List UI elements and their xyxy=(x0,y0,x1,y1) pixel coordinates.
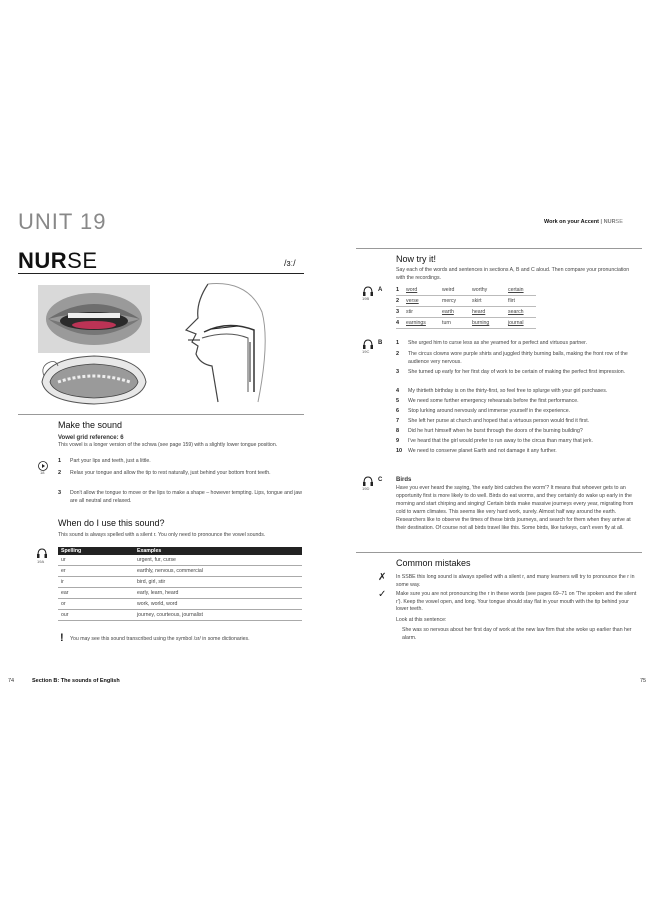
table-header-row xyxy=(58,547,302,555)
cross-icon: ✗ xyxy=(378,572,387,583)
birds-title: Birds xyxy=(396,477,412,483)
sentence-item xyxy=(396,408,640,418)
sentence-item xyxy=(396,418,640,428)
section-b-label: B xyxy=(378,340,383,346)
row-number: 3 xyxy=(396,309,400,315)
examples-column-header: Examples xyxy=(134,547,302,555)
table-row xyxy=(58,566,302,577)
birds-passage: Have you ever heard the saying, 'the early bird catches the worm'? It means that whoever gets to an opportunity first is more likely to do well. Birds do eat worms, and they certainly do wake up early in the morning and start chirping and singing! Certain birds make massive journeys every year, migrating from cold to warm climates. This seems like very hard work, surely. Almost half way around the earth. Researchers like to observe the times of these birds journeys, and search for them when they arrive at their destination. Of course not all birds travel like this. Some birds, like turkeys, can't even fly at all. xyxy=(396,485,634,532)
word-cell: mercy xyxy=(442,298,457,304)
make-sound-intro: This vowel is a longer version of the schwa (see page 159) with a slightly lower tongue position. xyxy=(58,442,278,448)
spelling-table xyxy=(58,547,302,621)
examples-cell: journey, courteous, journalist xyxy=(134,610,302,621)
word-cell: certain xyxy=(508,287,524,293)
left-section-title: Section B: The sounds of English xyxy=(32,678,120,684)
track-number: 19B xyxy=(362,296,370,301)
row-number: 10 xyxy=(396,448,403,454)
title-rule xyxy=(18,273,304,274)
sentence-item xyxy=(396,388,640,398)
section-b-list xyxy=(396,340,640,458)
running-head: Work on your Accent | NURSE xyxy=(544,219,623,225)
sentence-item xyxy=(396,369,640,388)
spelling-cell: our xyxy=(58,610,134,621)
page-title xyxy=(18,248,98,274)
row-number: 7 xyxy=(396,418,400,424)
word-cell: weird xyxy=(442,287,455,293)
phoneme-symbol: /ɜː/ xyxy=(284,258,296,268)
now-try-intro: Say each of the words and sentences in sections A, B and C aloud. Then compare your pronunciation with the recordings. xyxy=(396,267,630,281)
make-sound-heading: Make the sound xyxy=(58,420,123,430)
section-c-label: C xyxy=(378,477,383,483)
sentence-item xyxy=(396,438,640,448)
word-cell: stir xyxy=(406,309,413,315)
section-rule xyxy=(356,248,642,249)
now-try-heading: Now try it! xyxy=(396,254,437,264)
sentence-text: We need to conserve planet Earth and not damage it any further. xyxy=(408,448,557,454)
row-divider xyxy=(396,306,536,307)
title-bold: NUR xyxy=(18,248,68,273)
left-page-number: 74 xyxy=(8,678,15,684)
sentence-text: I've heard that the girl would prefer to run away to the circus than marry that jerk. xyxy=(408,438,593,444)
sentence-item xyxy=(396,448,640,458)
step-number: 1 xyxy=(58,458,62,464)
row-number: 5 xyxy=(396,398,400,404)
look-at-label: Look at this sentence: xyxy=(396,617,447,623)
word-cell: earth xyxy=(442,309,454,315)
row-number: 3 xyxy=(396,369,400,375)
table-row xyxy=(58,577,302,588)
spelling-cell: ir xyxy=(58,577,134,588)
row-divider xyxy=(396,328,536,329)
section-rule xyxy=(18,414,304,415)
sentence-text: Stop lurking around nervously and immerse yourself in the experience. xyxy=(408,408,571,414)
word-cell: earnings xyxy=(406,320,426,326)
row-number: 4 xyxy=(396,320,400,326)
row-divider xyxy=(396,317,536,318)
table-row xyxy=(58,588,302,599)
row-number: 9 xyxy=(396,438,400,444)
step-text: Don't allow the tongue to move or the lips to make a shape – however tempting. Lips, tongue and jaw are all neutral and relaxed. xyxy=(70,490,302,504)
section-rule xyxy=(356,552,642,553)
when-use-intro: This sound is always spelled with a silent r. You only need to pronounce the vowel sounds. xyxy=(58,532,266,538)
running-head-bold: NUR xyxy=(603,219,616,225)
section-a-label: A xyxy=(378,287,383,293)
common-mistakes-heading: Common mistakes xyxy=(396,558,471,568)
track-number: 19D xyxy=(362,486,370,491)
example-sentence: She was so nervous about her first day of work at the new law firm that she woke up earlier than her alarm. xyxy=(402,627,632,641)
step-number: 3 xyxy=(58,490,62,496)
spelling-cell: ear xyxy=(58,588,134,599)
row-number: 1 xyxy=(396,287,400,293)
right-page-number: 75 xyxy=(640,678,647,684)
track-number: 18 xyxy=(40,470,45,475)
word-cell: burning xyxy=(472,320,490,326)
mouth-cross-section-diagram xyxy=(178,282,274,404)
row-number: 2 xyxy=(396,351,400,357)
lips-photo xyxy=(38,285,150,353)
running-head-prefix: Work on your Accent xyxy=(544,219,600,225)
advice-text: Make sure you are not pronouncing the r in these words (see pages 69–71 on 'The spoken and the silent r'). Keep the vowel open, and long. Your tongue should stay flat in your mouth with the tip behind your lower teeth. xyxy=(396,591,637,613)
word-cell: skirt xyxy=(472,298,482,304)
row-number: 2 xyxy=(396,298,400,304)
unit-title: UNIT 19 xyxy=(18,209,107,234)
examples-cell: bird, girl, stir xyxy=(134,577,302,588)
tongue-position-diagram xyxy=(36,352,152,408)
sentence-item xyxy=(396,351,640,369)
section-a-grid xyxy=(396,287,638,335)
track-number: 19A xyxy=(37,559,45,564)
row-number: 8 xyxy=(396,428,400,434)
word-cell: word xyxy=(406,287,418,293)
when-use-heading: When do I use this sound? xyxy=(58,518,165,528)
row-divider xyxy=(396,295,536,296)
sentence-text: My thirtieth birthday is on the thirty-first, so feel free to splurge with your girl purchases. xyxy=(408,388,608,394)
sentence-item xyxy=(396,340,640,351)
word-cell: journal xyxy=(508,320,524,326)
examples-cell: earthly, nervous, commercial xyxy=(134,566,302,577)
sentence-text: The circus clowns wore purple shirts and juggled thirty burning balls, making the front row of the audience very nervous. xyxy=(408,351,628,365)
sentence-text: We need some further emergency rehearsals before the first performance. xyxy=(408,398,579,404)
row-number: 1 xyxy=(396,340,400,346)
steps-list xyxy=(58,458,302,510)
word-cell: verse xyxy=(406,298,419,304)
vowel-grid-label: Vowel grid reference: 6 xyxy=(58,435,124,441)
spelling-cell: ur xyxy=(58,555,134,566)
word-cell: turn xyxy=(442,320,451,326)
title-rest: SE xyxy=(67,248,98,273)
mistake-text: In SSBE this long sound is always spelled with a silent r, and many learners will try to pronounce the r in some way. xyxy=(396,574,635,588)
word-cell: search xyxy=(508,309,524,315)
sentence-text: Did he hurt himself when he burst through the doors of the burning building? xyxy=(408,428,583,434)
transcription-note: You may see this sound transcribed using the symbol /ɜr/ in some dictionaries. xyxy=(70,636,250,642)
spelling-column-header: Spelling xyxy=(58,547,134,555)
sentence-item xyxy=(396,428,640,438)
check-icon: ✓ xyxy=(378,589,387,600)
examples-cell: urgent, fur, curse xyxy=(134,555,302,566)
step-text: Part your lips and teeth, just a little. xyxy=(70,458,151,464)
sentence-text: She left her purse at church and hoped that a virtuous person would find it first. xyxy=(408,418,590,424)
word-cell: heard xyxy=(472,309,486,315)
examples-cell: early, learn, heard xyxy=(134,588,302,599)
table-row xyxy=(58,555,302,566)
step-text: Relax your tongue and allow the tip to rest naturally, just behind your bottom front teeth. xyxy=(70,470,271,476)
word-cell: worthy xyxy=(472,287,488,293)
sentence-text: She urged him to curse less as she yearned for a perfect and virtuous partner. xyxy=(408,340,588,346)
table-row xyxy=(58,599,302,610)
row-number: 6 xyxy=(396,408,400,414)
warning-icon: ! xyxy=(60,632,64,644)
step-number: 2 xyxy=(58,470,62,476)
sentence-item xyxy=(396,398,640,408)
row-number: 4 xyxy=(396,388,400,394)
running-head-rest: SE xyxy=(615,219,623,225)
spelling-cell: er xyxy=(58,566,134,577)
table-row xyxy=(58,610,302,621)
spelling-cell: or xyxy=(58,599,134,610)
track-number: 19C xyxy=(362,349,370,354)
word-cell: flirt xyxy=(508,298,515,304)
examples-cell: work, world, word xyxy=(134,599,302,610)
sentence-text: She turned up early for her first day of work to be certain of making the perfect first impression. xyxy=(408,369,626,375)
